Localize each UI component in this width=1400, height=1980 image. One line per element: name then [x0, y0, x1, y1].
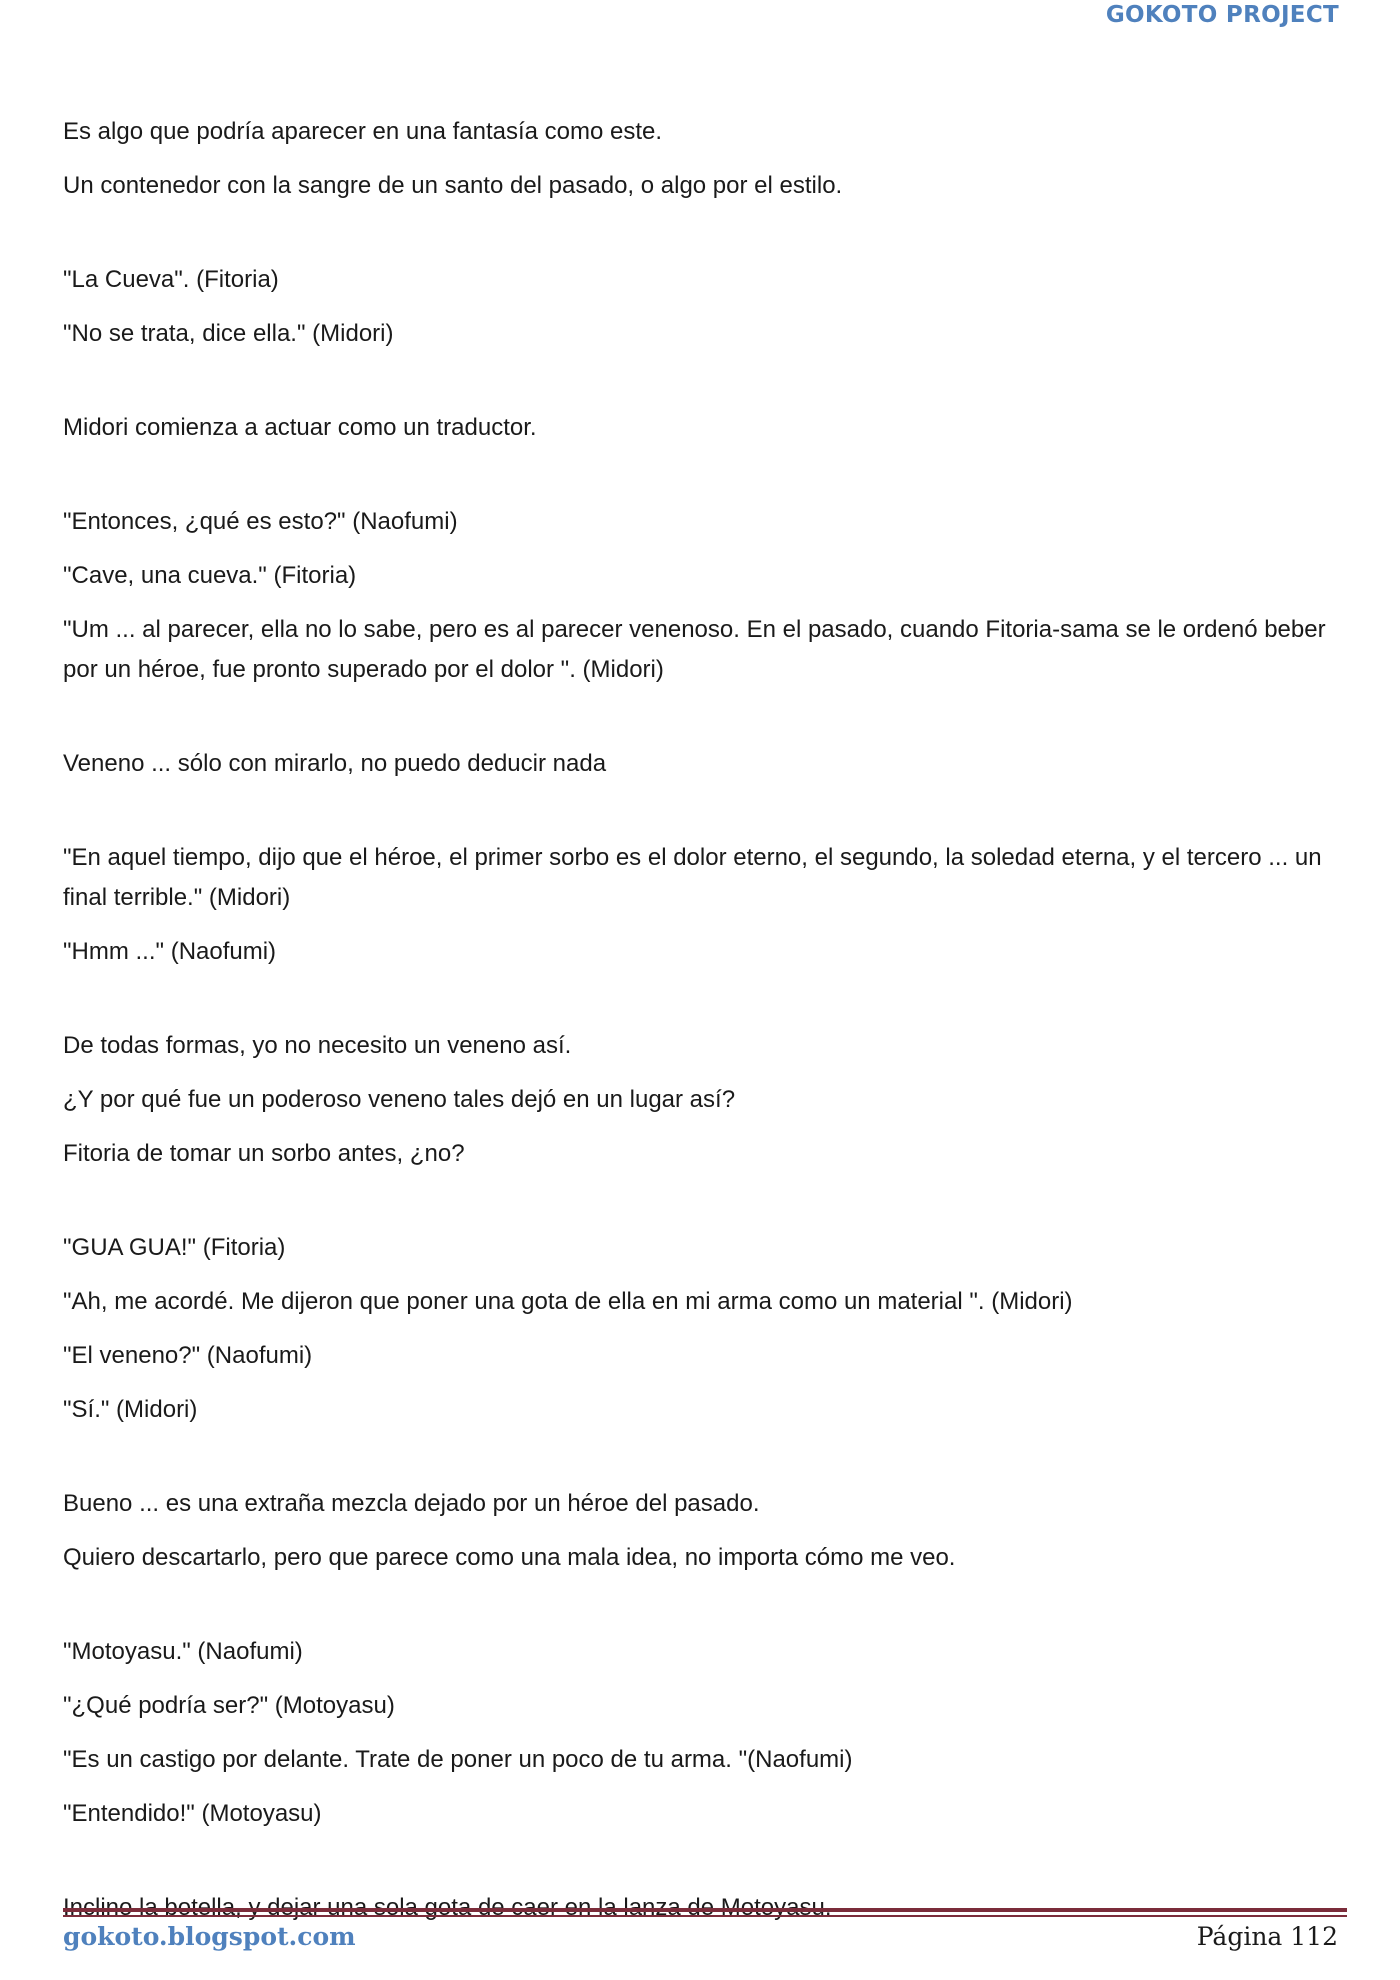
footer-site-link[interactable]: gokoto.blogspot.com — [63, 1922, 356, 1951]
document-body — [63, 112, 1343, 1942]
paragraph-gap — [63, 368, 1343, 408]
paragraph: "Motoyasu." (Naofumi) — [63, 1638, 303, 1665]
paragraph: "Entendido!" (Motoyasu) — [63, 1800, 322, 1827]
paragraph: Fitoria de tomar un sorbo antes, ¿no? — [63, 1140, 465, 1167]
header-brand: GOKOTO PROJECT — [1105, 2, 1339, 28]
paragraph: Quiero descartarlo, pero que parece como una mala idea, no importa cómo me veo. — [63, 1544, 956, 1571]
paragraph: "Es un castigo por delante. Trate de poner un poco de tu arma. "(Naofumi) — [63, 1746, 853, 1773]
paragraph: "No se trata, dice ella." (Midori) — [63, 320, 394, 347]
paragraph: Midori comienza a actuar como un traductor. — [63, 414, 537, 441]
paragraph-gap — [63, 1592, 1343, 1632]
paragraph-gap — [63, 1848, 1343, 1888]
paragraph-gap — [63, 1444, 1343, 1484]
paragraph: Veneno ... sólo con mirarlo, no puedo deducir nada — [63, 750, 607, 777]
paragraph: De todas formas, yo no necesito un veneno así. — [63, 1032, 572, 1059]
paragraph-gap — [63, 798, 1343, 838]
paragraph: "¿Qué podría ser?" (Motoyasu) — [63, 1692, 395, 1719]
paragraph: "Hmm ..." (Naofumi) — [63, 938, 277, 965]
paragraph-gap — [63, 704, 1343, 744]
paragraph: "Cave, una cueva." (Fitoria) — [63, 562, 357, 589]
paragraph: Un contenedor con la sangre de un santo del pasado, o algo por el estilo. — [63, 172, 843, 199]
footer-rule-secondary — [63, 1915, 1347, 1917]
paragraph-gap — [63, 1188, 1343, 1228]
paragraph: "Ah, me acordé. Me dijeron que poner una gota de ella en mi arma como un material ". (Midori) — [63, 1288, 1073, 1315]
paragraph-gap — [63, 986, 1343, 1026]
paragraph: Es algo que podría aparecer en una fantasía como este. — [63, 118, 663, 145]
paragraph: "Um ... al parecer, ella no lo sabe, pero es al parecer venenoso. En el pasado, cuando Fitoria-sama se le ordenó beber por un héroe, fue pronto superado por el dolor ". (Midori) — [63, 616, 1326, 683]
paragraph: "El veneno?" (Naofumi) — [63, 1342, 313, 1369]
paragraph: Bueno ... es una extraña mezcla dejado por un héroe del pasado. — [63, 1490, 760, 1517]
paragraph-gap — [63, 462, 1343, 502]
paragraph: "La Cueva". (Fitoria) — [63, 266, 279, 293]
paragraph: "Sí." (Midori) — [63, 1396, 198, 1423]
paragraph: "En aquel tiempo, dijo que el héroe, el primer sorbo es el dolor eterno, el segundo, la soledad eterna, y el tercero ... un final terrible." (Midori) — [63, 844, 1322, 911]
paragraph: ¿Y por qué fue un poderoso veneno tales dejó en un lugar así? — [63, 1086, 736, 1113]
footer-rule — [63, 1908, 1347, 1912]
page-number: Página 112 — [1196, 1922, 1338, 1951]
paragraph-gap — [63, 220, 1343, 260]
paragraph: "Entonces, ¿qué es esto?" (Naofumi) — [63, 508, 458, 535]
paragraph: "GUA GUA!" (Fitoria) — [63, 1234, 286, 1261]
